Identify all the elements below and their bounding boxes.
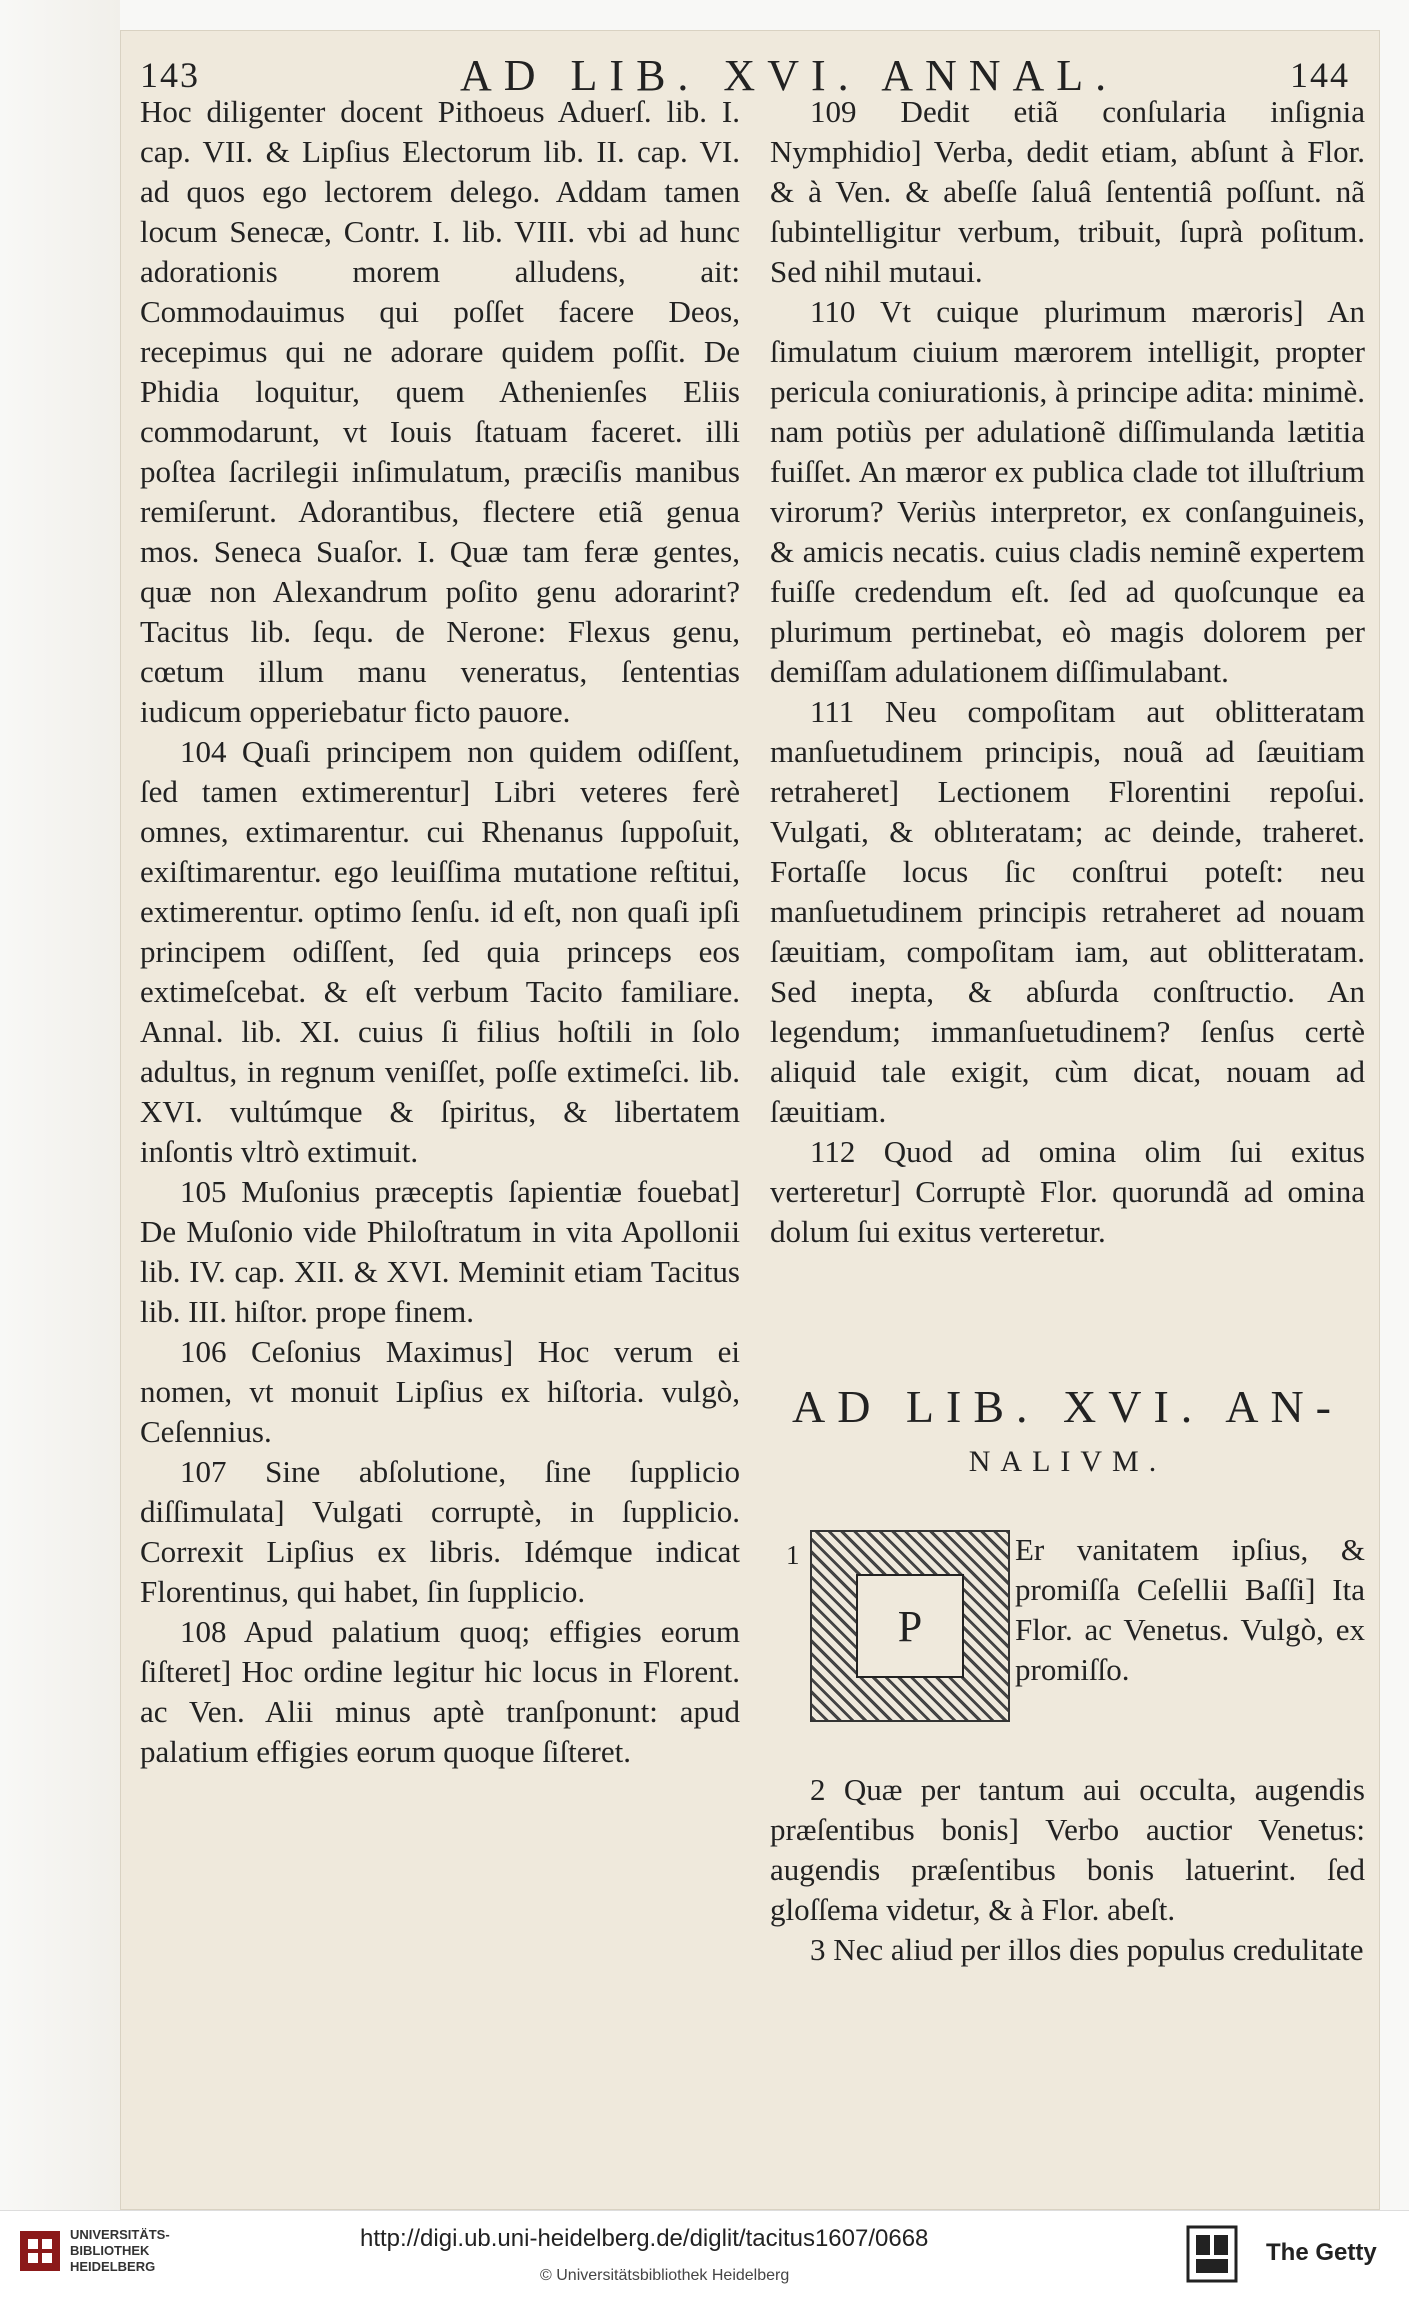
decorated-initial bbox=[810, 1530, 1010, 1722]
paragraph: Er vanitatem ipſius, & promiſſa Ceſellii Baſſi] Ita Flor. ac Venetus. Vulgò, ex promiſſo. bbox=[1015, 1532, 1365, 1687]
initial-letter: P bbox=[856, 1574, 964, 1678]
paragraph: Hoc diligenter docent Pithoeus Aduerſ. lib. I. cap. VII. & Lipſius Electorum lib. II. cap. VI. ad quos ego lectorem delego. Addam tamen locum Senecæ, Contr. I. lib. VIII. vbi ad hunc adorationis morem alludens, ait: Commodauimus qui poſſet facere Deos, recepimus qui ne adorare quidem poſſit. De Phidia loquitur, quem Athenienſes Eliis commodarunt, vt Iouis ſtatuam faceret. illi poſtea ſacrilegii inſimulatum, præciſis manibus remiſerunt. Adorantibus, flectere etiã genua mos. Seneca Suaſor. I. Quæ tam feræ gentes, quæ non Alexandrum poſito genu adorarint? Tacitus lib. ſequ. de Nerone: Flexus genu, cœtum illum manu veneratus, ſententias iudicum opperiebatur ficto pauore. bbox=[140, 94, 740, 729]
page-number-left: 143 bbox=[140, 55, 200, 95]
library-name-line: BIBLIOTHEK bbox=[70, 2243, 150, 2258]
permalink[interactable]: http://digi.ub.uni-heidelberg.de/diglit/tacitus1607/0668 bbox=[360, 2225, 929, 2252]
paragraph: 111 Neu compoſitam aut oblitteratam manſuetudinem principis, nouã ad ſæuitiam retraheret] Lectionem Florentini repoſui. Vulgati, & oblıteratam; ac deinde, traheret. Fortaſſe locus ſic conſtrui poteſt: neu manſuetudinem principis retraheret ad nouam ſæuitiam, compoſitam iam, aut oblitteratam. Sed inepta, & abſurda conſtructio. An legendum; immanſuetudinem? ſenſus certè aliquid tale exigit, cùm dicat, nouam ad ſæuitiam. bbox=[770, 694, 1365, 1129]
paragraph: 2 Quæ per tantum aui occulta, augendis præſentibus bonis] Verbo auctior Venetus: augendis præſentibus bonis latuerint. ſed gloſſema videtur, & à Flor. abeſt. bbox=[770, 1772, 1365, 1927]
paragraph: 110 Vt cuique plurimum mæroris] An ſimulatum ciuium mærorem intelligit, propter pericula coniurationis, à principe adita: minimè. nam potiùs per adulationẽ diſſimulanda lætitia fuiſſet. An mæror ex publica clade tot illuſtrium virorum? Veriùs interpretor, ex conſanguineis, & amicis necatis. cuius cladis neminẽ expertem fuiſſe credendum eſt. ſed ad quoſcunque ea plurimum pertinebat, eò magis dolorem per demiſſam adulationem diſſimulabant. bbox=[770, 294, 1365, 689]
further-notes bbox=[770, 1770, 1365, 1970]
section-subtitle: NALIVM. bbox=[968, 1445, 1167, 1478]
right-column bbox=[770, 92, 1365, 1252]
section-title: AD LIB. XVI. AN- bbox=[791, 1381, 1343, 1432]
paragraph: 3 Nec aliud per illos dies populus credulitate bbox=[810, 1932, 1364, 1967]
library-name-line: HEIDELBERG bbox=[70, 2259, 156, 2274]
paragraph: 104 Quaſi principem non quidem odiſſent, ſed tamen extimerentur] Libri veteres ferè omnes, extimarentur. cui Rhenanus ſuppoſuit, exiſtimarentur. ego leuiſſima mutatione reſtitui, extimerentur. optimo ſenſu. id eſt, non quaſi ipſi principem odiſſent, ſed quia princeps eos extimeſcebat. & eſt verbum Tacito familiare. Annal. lib. XI. cuius ſi filius hoſtili in ſolo adultus, in regnum veniſſet, poſſe extimeſci. lib. XVI. vultúmque & ſpiritus, & libertatem inſontis vltrò extimuit. bbox=[140, 734, 740, 1169]
page-margin bbox=[0, 0, 120, 2210]
library-name-line: UNIVERSITÄTS- bbox=[70, 2227, 170, 2242]
first-note bbox=[1015, 1530, 1365, 1690]
viewer-footer bbox=[0, 2210, 1409, 2299]
paragraph: 109 Dedit etiã conſularia inſignia Nymphidio] Verba, dedit etiam, abſunt à Flor. & à Ven. & abeſſe ſaluâ ſententiâ poſſunt. nã ſubintelligitur verbum, tribuit, ſuprà poſitum. Sed nihil mutaui. bbox=[770, 94, 1365, 289]
copyright-notice: © Universitätsbibliothek Heidelberg bbox=[540, 2267, 790, 2284]
paragraph: 105 Muſonius præceptis ſapientiæ fouebat] De Muſonio vide Philoſtratum in vita Apollonii lib. IV. cap. XII. & XVI. Meminit etiam Tacitus lib. III. hiſtor. prope finem. bbox=[140, 1174, 740, 1329]
running-title: AD LIB. XVI. ANNAL. bbox=[460, 51, 1119, 100]
library-name bbox=[70, 2227, 170, 2275]
university-library-logo-icon bbox=[18, 2229, 62, 2273]
getty-name: The Getty bbox=[1266, 2239, 1377, 2266]
paragraph: 107 Sine abſolutione, ſine ſupplicio diſſimulata] Vulgati corruptè, in ſupplicio. Correxit Lipſius ex libris. Idémque indicat Florentinus, qui habet, ſin ſupplicio. bbox=[140, 1454, 740, 1609]
paragraph: 112 Quod ad omina olim ſui exitus verteretur] Corruptè Flor. quorundã ad omina dolum ſui exitus verteretur. bbox=[770, 1134, 1365, 1249]
paragraph: 108 Apud palatium quoq; effigies eorum ſiſteret] Hoc ordine legitur hic locus in Florent. ac Ven. Alii minus aptè tranſponunt: apud palatium effigies eorum quoque ſiſteret. bbox=[140, 1614, 740, 1769]
paragraph: 106 Ceſonius Maximus] Hoc verum ei nomen, vt monuit Lipſius ex hiſtoria. vulgò, Ceſennius. bbox=[140, 1334, 740, 1449]
page-number-right: 144 bbox=[1290, 55, 1350, 95]
note-number: 1 bbox=[786, 1540, 800, 1570]
getty-logo-icon bbox=[1186, 2225, 1238, 2283]
left-column bbox=[140, 92, 740, 1772]
